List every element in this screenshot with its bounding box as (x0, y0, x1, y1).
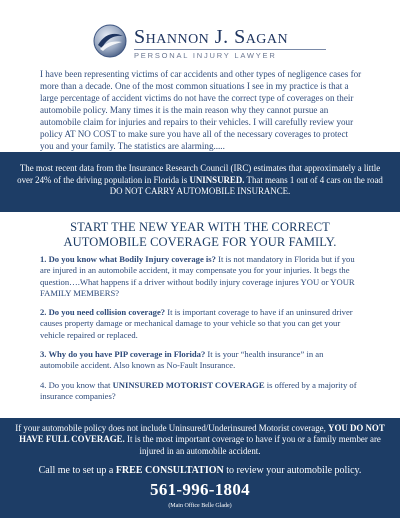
statistics-text-part-1: The most recent data from the Insurance Research Council (IRC) estimates that approximately a little over 24% of the driving population in Florida is (17, 163, 381, 185)
headline (0, 220, 400, 250)
question-lead: 1. Do you know what Bodily Injury coverage is? (40, 254, 216, 264)
headline-line-2: AUTOMOBILE COVERAGE FOR YOUR FAMILY. (63, 235, 337, 249)
coverage-warning-part-1: If your automobile policy does not include Uninsured/Underinsured Motorist coverage, (15, 423, 329, 433)
uninsured-emphasis: UNINSURED. (189, 174, 245, 185)
question-item (40, 254, 364, 299)
brand-block (134, 26, 334, 60)
phone-number: 561-996-1804 (150, 480, 250, 499)
question-body: is offered by a majority of insurance companies? (40, 379, 357, 401)
question-item (40, 349, 364, 372)
cta-part-1: Call me to set up a (38, 465, 116, 476)
question-lead: 2. Do you need collision coverage? (40, 307, 166, 318)
office-location: (Main Office Belle Glade) (168, 503, 232, 509)
firm-name: Shannon J. Sagan (134, 26, 289, 48)
question-list (40, 254, 364, 410)
swoosh-circle-logo-icon (93, 24, 127, 58)
statistics-banner (0, 152, 400, 212)
question-body: It is not mandatory in Florida but if you are injured in an automobile accident, it may compensate you for your injuries. It begs the question….What happens if a driver without bodily injury coverage injures YOU or YOUR FAMILY MEMBERS? (40, 254, 355, 298)
question-lead: 3. Why do you have PIP coverage in Florida? (40, 349, 206, 360)
letterhead (0, 0, 400, 62)
question-lead: 4. Do you know that (40, 379, 113, 390)
question-body: It is your “health insurance” in an automobile accident. Also known as No-Fault Insurance. (40, 349, 324, 371)
question-item (40, 380, 364, 403)
footer-banner (0, 418, 400, 518)
cta-part-2: to review your automobile policy. (223, 465, 362, 476)
question-item (40, 307, 364, 341)
statistics-text-part-2: That means 1 out of 4 cars on the road DO NOT CARRY AUTOMOBILE INSURANCE. (109, 174, 383, 196)
question-lead-emphasis: UNINSURED MOTORIST COVERAGE (112, 379, 265, 390)
headline-line-1: START THE NEW YEAR WITH THE CORRECT (70, 220, 330, 234)
brand-divider (134, 49, 326, 50)
full-coverage-emphasis: YOU DO NOT HAVE FULL COVERAGE. (19, 423, 385, 445)
statistics-text (12, 163, 388, 198)
coverage-warning-part-2: It is the most important coverage to have if you or a family member are injured in an automobile accident. (124, 434, 381, 456)
coverage-warning (12, 423, 388, 457)
question-body: It is important coverage to have if an uninsured driver causes property damage or mechanical damage to your vehicle so that you can get your vehicle repaired or replaced. (40, 307, 353, 340)
firm-subtitle: PERSONAL INJURY LAWYER (134, 51, 277, 60)
free-consultation-emphasis: FREE CONSULTATION (115, 465, 224, 476)
call-to-action (0, 465, 400, 477)
intro-paragraph: I have been representing victims of car accidents and other types of negligence cases for more than a decade. One of the most common situations I see in my practice is that a large percentage of accident victims do not have the correct type of coverages on their automobile policy. Many times it is the main reason why they cannot pursue an automobile claim for injuries and repairs to their vehicles. I will carefully review your policy AT NO COST to make sure you have all of the necessary coverages to protect you and your family. The statistics are alarming..... (40, 69, 362, 151)
